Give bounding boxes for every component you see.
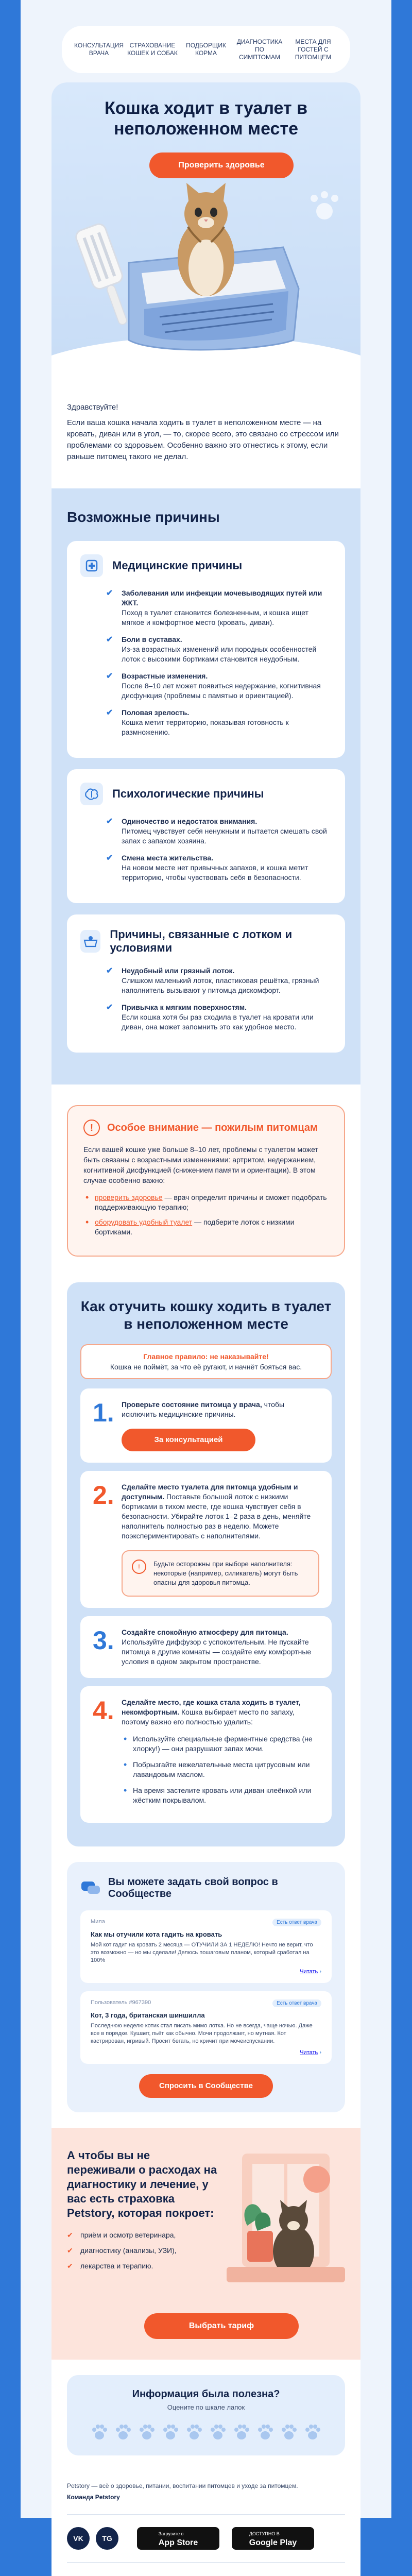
post-text: Последнюю неделю котик стал писать мимо лотка. Но не всегда, чаще ночью. Даже все в порядке. Кушает, пьёт как обычно. Мочи продолжает, но мутная. Кот кастрирован, игривый. Просит бегать, но кричит при мочеиспускании. <box>91 2023 313 2044</box>
paw-icon[interactable] <box>113 2421 133 2442</box>
doctor-answer-badge: Есть ответ врача <box>272 1999 321 2007</box>
causes-title: Возможные причины <box>67 509 220 525</box>
post-text: Мой кот гадит на кровать 2 месяца — ОТУЧИЛИ ЗА 1 НЕДЕЛЮ! Нечто не верит, что это возможно — но мы сделали! Делюсь пошаговым планом, который сработал на 100% <box>91 1942 313 1963</box>
list-item: ✔ Боли в суставах. Из-за возрастных изменений или породных особенностей лоток с высокими бортиками становится неудобным. <box>106 635 317 663</box>
rating-section <box>52 2360 360 2471</box>
step-1: 1. Проверьте состояние питомца у врача, чтобы исключить медицинские причины. За консультацией <box>80 1388 332 1463</box>
list-item: • Побрызгайте нежелательные места цитрусовым или лавандовым маслом. <box>122 1760 319 1780</box>
intro <box>52 381 360 488</box>
nav-food[interactable]: ПОДБОРЩИК КОРМА <box>186 42 226 57</box>
cause-card-title: Медицинские причины <box>112 559 243 572</box>
list-item: ✔ приём и осмотр ветеринара, <box>67 2231 345 2239</box>
warning-title: Особое внимание — пожилым питомцам <box>107 1122 318 1133</box>
step-3: 3. Создайте спокойную атмосферу для питомца. Используйте диффузор с успокоительным. Не пускайте питомца в другие комнаты — создайте ему комфортные условия в одном закрытом пространстве. <box>80 1616 332 1678</box>
check-icon: ✔ <box>106 589 113 598</box>
paw-icon[interactable] <box>89 2421 110 2442</box>
cause-card-title: Психологические причины <box>112 787 264 800</box>
check-icon: ✔ <box>106 708 113 717</box>
paw-icon[interactable] <box>255 2421 276 2442</box>
paw-rating <box>80 2421 332 2442</box>
causes-section <box>52 488 360 1084</box>
paw-icon[interactable] <box>136 2421 157 2442</box>
check-icon: ✔ <box>106 817 113 826</box>
greeting: Здравствуйте! <box>67 403 118 412</box>
nav-insurance[interactable]: СТРАХОВАНИЕ КОШЕК И СОБАК <box>127 42 178 57</box>
list-item: • проверить здоровье — врач определит причины и сможет подобрать поддерживающую терапию; <box>83 1193 329 1212</box>
senior-warning-section <box>52 1084 360 1272</box>
cat-litter-illustration <box>52 185 360 381</box>
read-more-link[interactable]: Читать <box>300 2049 318 2056</box>
paw-icon[interactable] <box>160 2421 181 2442</box>
google-play-button[interactable]: ДОСТУПНО В Google Play <box>232 2527 314 2550</box>
footer <box>52 2471 360 2576</box>
list-item: ✔ Неудобный или грязный лоток. Слишком маленький лоток, пластиковая решётка, грязный наполнитель вызывают у питомца дискомфорт. <box>106 967 319 994</box>
insurance-section <box>52 2128 360 2360</box>
check-health-link[interactable]: проверить здоровье <box>95 1193 163 1201</box>
senior-warning <box>67 1105 345 1257</box>
list-item: ✔ лекарства и терапию. <box>67 2262 345 2270</box>
list-item: ✔ Привычка к мягким поверхностям. Если кошка хотя бы раз сходила в туалет на кровати или диван, она может запомнить это как удобное место. <box>106 1003 314 1031</box>
list-item: ✔ Возрастные изменения. После 8–10 лет может появиться недержание, когнитивная дисфункция (проблемы с памятью и ориентацией). <box>106 672 321 700</box>
hero <box>52 82 360 381</box>
check-icon: ✔ <box>106 672 113 681</box>
check-health-button[interactable]: Проверить здоровье <box>149 152 294 178</box>
nav-diagnostics[interactable]: ДИАГНОСТИКА ПО СИМПТОМАМ <box>236 38 283 61</box>
cause-card-litter <box>67 914 345 1053</box>
step-4: 4. Сделайте место, где кошка стала ходить в туалет, некомфортным. Кошка выбирает место по запаху, поэтому важно его полностью удалить: • Используйте специальные ферментные средства (не хлорку!) — они разрушают запах мочи. • Побрызгайте нежелательные места цитрусовым или лавандовым маслом. • На время застелите кровать или диван клеёнкой или жёстким покрывалом. <box>80 1686 332 1823</box>
post-author: Мила <box>91 1919 105 1925</box>
nav-places[interactable]: МЕСТА ДЛЯ ГОСТЕЙ С ПИТОМЦЕМ <box>295 38 332 61</box>
read-more-link[interactable]: Читать <box>300 1969 318 1975</box>
litter-box-icon <box>80 930 100 953</box>
main-rule: Главное правило: не наказывайте! Кошка не поймёт, за что её ругают, и начнёт бояться вас. <box>80 1344 332 1379</box>
community-post[interactable]: Мила Есть ответ врача Как мы отучили кота гадить на кровать Мой кот гадит на кровать 2 месяца — ОТУЧИЛИ ЗА 1 НЕДЕЛЮ! Нечто не верит, что это возможно — но мы сделали! Делюсь пошаговым планом, который сработал на 100% Читать › <box>80 1910 332 1983</box>
list-item: • На время застелите кровать или диван клеёнкой или жёстким покрывалом. <box>122 1786 319 1805</box>
vk-icon[interactable]: VK <box>67 2527 90 2550</box>
consultation-button[interactable]: За консультацией <box>122 1429 255 1451</box>
cause-card-psychological <box>67 769 345 903</box>
list-item: ✔ диагностику (анализы, УЗИ), <box>67 2246 345 2255</box>
post-title: Кот, 3 года, британская шиншилла <box>91 2011 205 2019</box>
chat-icon <box>80 1880 101 1896</box>
ask-community-button[interactable]: Спросить в Сообществе <box>139 2074 273 2098</box>
letter-body <box>21 0 391 2547</box>
community-title: Вы можете задать свой вопрос в Сообществе <box>108 1876 278 1900</box>
list-item: ✔ Заболевания или инфекции мочевыводящих путей или ЖКТ. Поход в туалет становится болезненным, и кошка ищет мягкое и комфортное место (кровать, диван). <box>106 589 322 626</box>
team-signature: Команда Petstory <box>67 2494 120 2501</box>
cause-card-title: Причины, связанные с лотком и условиями <box>110 928 293 954</box>
how-to-title: Как отучить кошку ходить в туалет в неположенном месте <box>80 1298 332 1332</box>
medical-icon <box>80 554 103 577</box>
step-number: 3. <box>93 1626 114 1655</box>
list-item: ✔ Смена места жительства. На новом месте нет привычных запахов, и кошка метит территорию, чтобы чувствовать себя в безопасности. <box>106 854 308 882</box>
paw-icon[interactable] <box>231 2421 252 2442</box>
list-item: ✔ Половая зрелость. Кошка метит территорию, показывая готовность к размножению. <box>106 708 289 736</box>
nav-doctor[interactable]: КОНСУЛЬТАЦИЯ ВРАЧА <box>74 42 124 57</box>
filler-warning: ! Будьте осторожны при выборе наполнителя: некоторые (например, силикагель) могут быть опасны для здоровья питомца. <box>122 1550 319 1597</box>
step-number: 2. <box>93 1481 114 1510</box>
check-icon: ✔ <box>106 635 113 644</box>
check-icon: ✔ <box>106 1003 113 1012</box>
intro-text: Если ваша кошка начала ходить в туалет в неположенном месте — на кровать, диван или в угол, — то, скорее всего, это связано со стрессом или проблемами со здоровьем. Особенно важно это отнестись к этому, если раньше питомец такого не делал. <box>67 418 339 461</box>
check-icon: ✔ <box>106 967 113 975</box>
step-2: 2. Сделайте место туалета для питомца удобным и доступным. Поставьте большой лоток с низкими бортиками в тихом месте, где кошка чувствует себя в безопасности. Убирайте лоток 1–2 раза в день, меняйте наполнитель полностью раз в неделю. Можете поэкспериментировать с наполнителями. ! Будьте осторожны при выборе наполнителя: некоторые (например, силикагель) могут быть опасны для здоровья питомца. <box>80 1471 332 1608</box>
rating-subtitle: Оцените по шкале лапок <box>167 2403 245 2411</box>
app-store-button[interactable]: Загрузите в App Store <box>137 2527 219 2550</box>
cat-window-illustration <box>227 2148 345 2303</box>
community-section <box>52 1862 360 2128</box>
post-author: Пользователь #967390 <box>91 1999 151 2006</box>
brain-icon <box>80 783 103 805</box>
warning-icon: ! <box>83 1120 100 1136</box>
post-title: Как мы отучили кота гадить на кровать <box>91 1930 222 1938</box>
rating-title: Информация была полезна? <box>132 2388 280 2400</box>
list-item: ✔ Одиночество и недостаток внимания. Питомец чувствует себя ненужным и пытается смешать свой запах с запахом хозяина. <box>106 817 327 845</box>
warning-icon: ! <box>132 1560 146 1574</box>
footer-tagline: Petstory — всё о здоровье, питании, воспитании питомцев и уходе за питомцем. <box>67 2482 298 2489</box>
cause-card-medical <box>67 541 345 758</box>
warning-text: Если вашей кошке уже больше 8–10 лет, проблемы с туалетом может быть связаны с возрастными изменениями: артритом, недержанием, когнитивной дисфункцией (снижением памяти и ориентации). В этом случае особенно важно: <box>83 1145 318 1184</box>
telegram-icon[interactable]: TG <box>96 2527 118 2550</box>
step-number: 1. <box>93 1398 114 1427</box>
paw-icon[interactable] <box>302 2421 323 2442</box>
doctor-answer-badge: Есть ответ врача <box>272 1919 321 1926</box>
hero-title: Кошка ходит в туалет в неположенном месте <box>104 98 308 139</box>
how-to-section <box>52 1272 360 1862</box>
check-icon: ✔ <box>106 854 113 862</box>
list-item: • Используйте специальные ферментные средства (не хлорку!) — они разрушают запах мочи. <box>122 1734 319 1754</box>
community-post[interactable]: Пользователь #967390 Есть ответ врача Кот, 3 года, британская шиншилла Последнюю неделю котик стал писать мимо лотка. Но не всегда, чаще ночью. Даже все в порядке. Кушает, пьёт как обычно. Мочи продолжает, но мутная. Кот кастрирован, игривый. Просит бегать, но кричит при мочеиспускании. Читать › <box>80 1991 332 2064</box>
choose-plan-button[interactable]: Выбрать тариф <box>144 2313 299 2339</box>
paw-icon[interactable] <box>279 2421 299 2442</box>
paw-icon[interactable] <box>208 2421 228 2442</box>
paw-icon[interactable] <box>184 2421 204 2442</box>
comfortable-toilet-link[interactable]: оборудовать удобный туалет <box>95 1218 193 1226</box>
list-item: • оборудовать удобный туалет — подберите лоток с низкими бортиками. <box>83 1217 329 1237</box>
insurance-title: А чтобы вы не переживали о расходах на диагностику и лечение, у вас есть страховка Petstory, которая покроет: <box>67 2149 217 2219</box>
top-nav <box>62 26 350 73</box>
step-number: 4. <box>93 1696 114 1725</box>
